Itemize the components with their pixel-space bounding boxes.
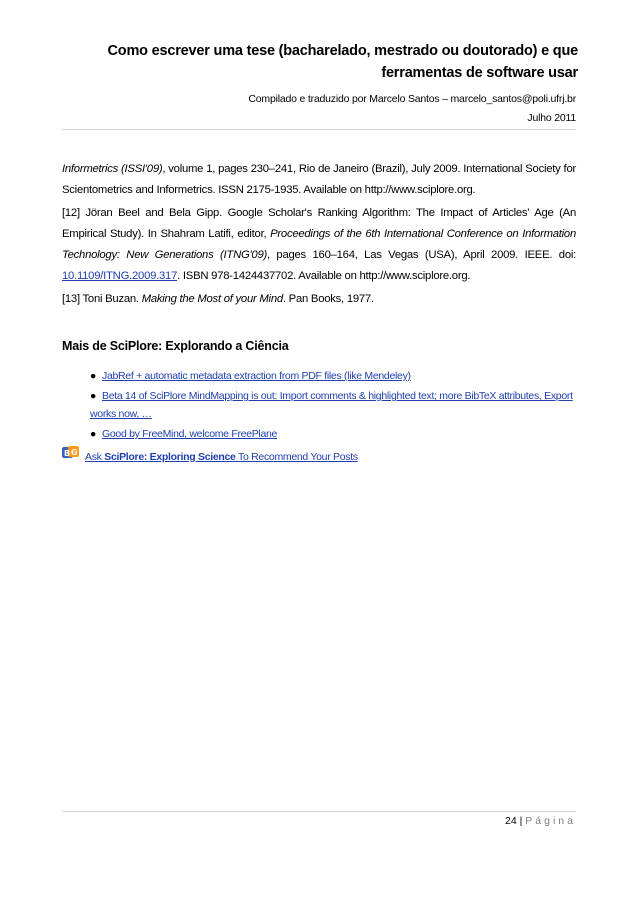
reference-13 (62, 289, 576, 310)
ask-prefix: Ask (85, 451, 105, 463)
ask-recommend-row (62, 450, 358, 463)
reference-12-details: , pages 160–164, Las Vegas (USA), April 2009. IEEE. doi: (267, 249, 576, 261)
reference-13-author: [13] Toni Buzan. (62, 293, 142, 305)
reference-13-title: Making the Most of your Mind (141, 293, 283, 305)
page-number: 24 (505, 815, 517, 827)
reference-11-text: , volume 1, pages 230–241, Rio de Janeiro (Brazil), July 2009. International Society for Scientometrics and Informetrics. ISSN 2175-1935. Available on http://www.sciplore.org. (62, 163, 576, 196)
ask-recommend-link[interactable] (85, 451, 358, 463)
related-posts-list (90, 367, 578, 445)
document-title-line-2: ferramentas de software usar (381, 65, 578, 81)
reference-11 (62, 159, 576, 201)
ask-suffix: To Recommend Your Posts (235, 451, 358, 463)
list-item (90, 387, 578, 423)
section-heading: Mais de SciPlore: Explorando a Ciência (62, 339, 289, 353)
footer-separator: | (519, 815, 523, 827)
bullet-icon: ● (90, 390, 97, 402)
reference-11-venue: Informetrics (ISSI'09) (62, 163, 163, 175)
related-post-link-3[interactable]: Good by FreeMind, welcome FreePlane (102, 428, 278, 440)
document-title-line-1: Como escrever uma tese (bacharelado, mestrado ou doutorado) e que (107, 43, 578, 59)
document-subtitle: Compilado e traduzido por Marcelo Santos – marcelo_santos@poli.ufrj.br (248, 93, 576, 105)
blogger-badge-icon (62, 446, 79, 459)
header-divider (62, 129, 576, 130)
reference-13-publisher: . Pan Books, 1977. (282, 293, 374, 305)
document-date: Julho 2011 (527, 112, 576, 124)
related-post-link-2[interactable]: Beta 14 of SciPlore MindMapping is out: Import comments & highlighted text; more BibTeX attributes, Export works now, … (90, 390, 573, 420)
footer-divider (62, 811, 576, 812)
reference-12-doi-link[interactable]: 10.1109/ITNG.2009.317 (62, 270, 178, 282)
ask-blog-name: SciPlore: Exploring Science (104, 451, 236, 463)
bullet-icon: ● (90, 370, 97, 382)
reference-12-proceedings: Proceedings of the 6th International Conference on Information Technology: New Generations (ITNG'09) (62, 228, 576, 261)
references-block (62, 159, 576, 312)
page-footer (505, 815, 576, 827)
document-title (60, 40, 578, 84)
reference-12-authors: [12] Jöran Beel and Bela Gipp. Google Scholar's Ranking Algorithm: The Impact of Articles' Age (An Empirical Study). In Shahram Latifi, editor, (62, 207, 576, 240)
reference-12 (62, 203, 576, 287)
reference-12-isbn: . ISBN 978-1424437702. Available on http://www.sciplore.org. (177, 270, 471, 282)
svg-text:B: B (64, 449, 70, 458)
list-item (90, 367, 578, 385)
related-post-link-1[interactable]: JabRef + automatic metadata extraction from PDF files (like Mendeley) (102, 370, 411, 382)
bullet-icon: ● (90, 428, 97, 440)
page-word: Página (525, 815, 576, 827)
svg-text:G: G (71, 448, 78, 457)
list-item (90, 425, 578, 443)
